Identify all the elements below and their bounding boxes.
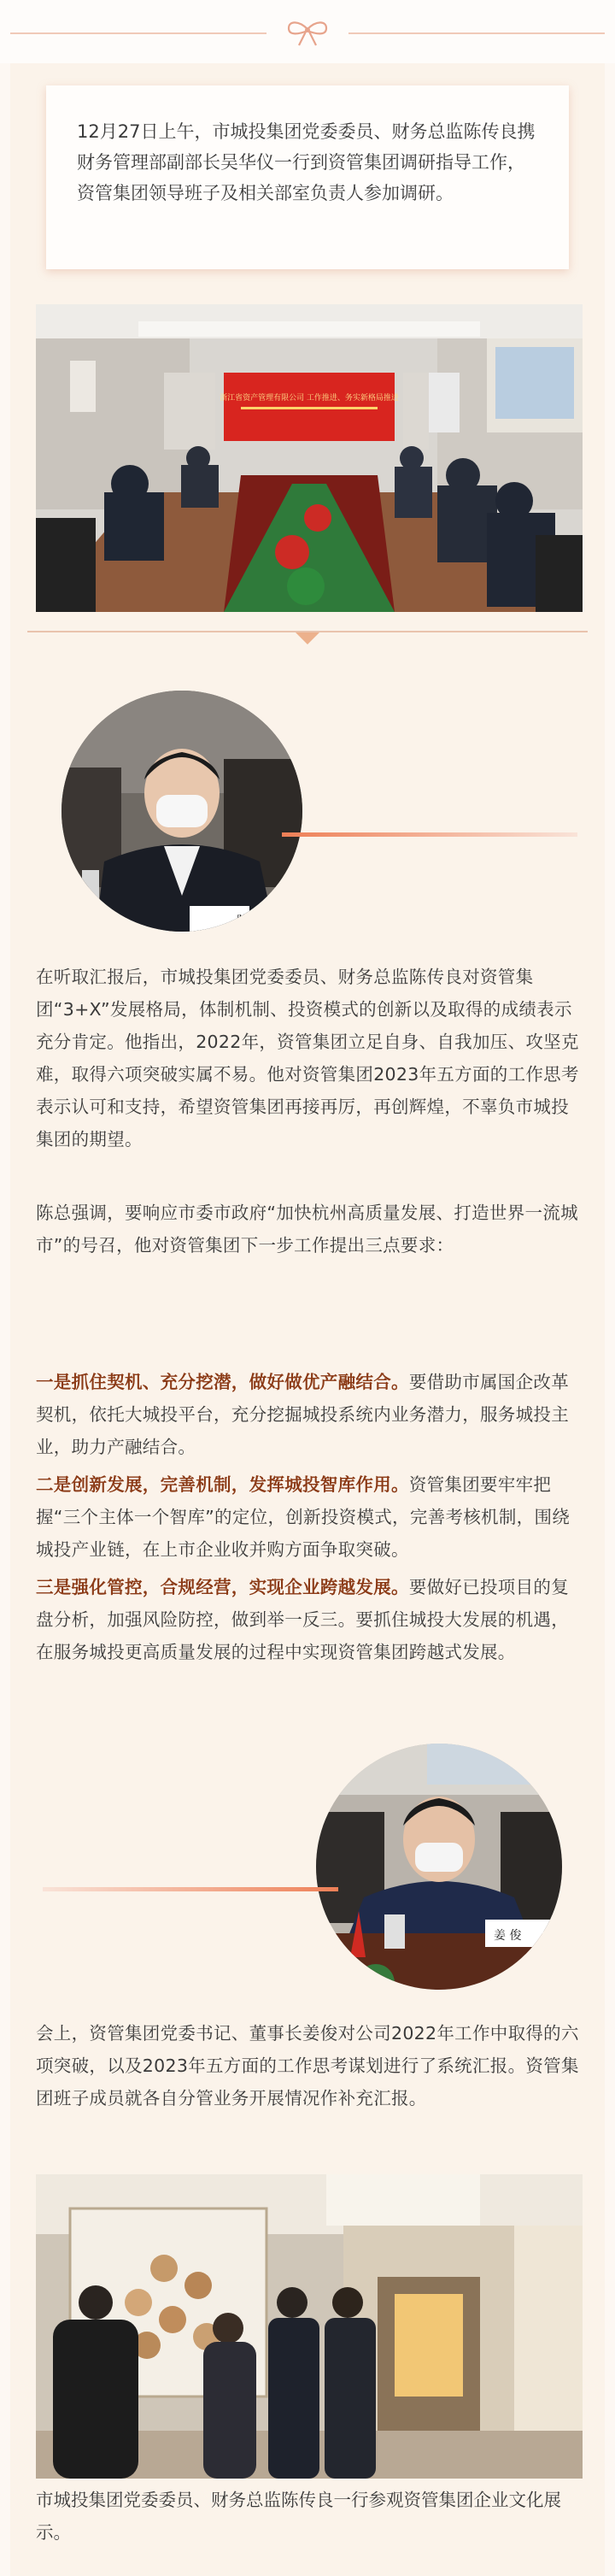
- paragraph-2: 陈总强调，要响应市委市政府“加快杭州高质量发展、打造世界一流城市”的号召，他对资管集团下一步工作提出三点要求：: [36, 1203, 578, 1256]
- meeting-photo: [36, 304, 583, 612]
- portrait-chen: [62, 691, 302, 932]
- paragraph-3-body: 要借助市属国企改革契机，依托大城投平台，充分挖掘城投系统内业务潜力，服务城投主业，助力产融结合。: [36, 1372, 570, 1457]
- paragraph-5-lead: 三是强化管控，合规经营，实现企业跨越发展。: [36, 1577, 409, 1597]
- paragraph-4: [36, 1468, 579, 1566]
- paragraph-1: 在听取汇报后，市城投集团党委委员、财务总监陈传良对资管集团“3+X”发展格局，体制机制、投资模式的创新以及取得的成绩表示充分肯定。他指出，2022年，资管集团立足自身、自我加压、攻坚克难，取得六项突破实属不易。他对资管集团2023年五方面的工作思考表示认可和支持，希望资管集团再接再厉，再创辉煌，不辜负市城投集团的期望。: [36, 967, 579, 1150]
- bow-ribbon-icon: [285, 17, 330, 48]
- paragraph-5: [36, 1571, 579, 1668]
- paragraph-3: [36, 1366, 579, 1463]
- accent-gradient-bar-2: [43, 1887, 338, 1891]
- paragraph-4-body: 资管集团要牢牢把握“三个主体一个智库”的定位，创新投资模式，完善考核机制，围绕城投产业链，在上市企业收并购方面争取突破。: [36, 1474, 571, 1560]
- photo-caption: 市城投集团党委委员、财务总监陈传良一行参观资管集团企业文化展示。: [36, 2490, 561, 2543]
- meeting-banner-text: 浙江省资产管理有限公司 工作推进、务实新格局推进: [220, 394, 399, 403]
- intro-card: [46, 85, 569, 269]
- paragraph-5-body: 要做好已投项目的复盘分析，加强风险防控，做到举一反三。要抓住城投大发展的机遇，在服务城投更高质量发展的过程中实现资管集团跨越式发展。: [36, 1577, 570, 1662]
- divider-line-right: [348, 32, 605, 34]
- exhibit-photo: [36, 2174, 583, 2479]
- divider-line-left: [10, 32, 266, 34]
- portrait-jiang: [316, 1744, 562, 1990]
- section-divider-arrow-icon: [296, 632, 319, 644]
- paragraph-4-lead: 二是创新发展，完善机制，发挥城投智库作用。: [36, 1474, 409, 1495]
- paragraph-3-lead: 一是抓住契机、充分挖潜，做好做优产融结合。: [36, 1372, 409, 1392]
- paragraph-6: 会上，资管集团党委书记、董事长姜俊对公司2022年工作中取得的六项突破，以及2023年五方面的工作思考谋划进行了系统汇报。资管集团班子成员就各自分管业务开展情况作补充汇报。: [36, 2023, 579, 2108]
- intro-text: 12月27日上午，市城投集团党委委员、财务总监陈传良携财务管理部副部长吴华仪一行到资管集团调研指导工作，资管集团领导班子及相关部室负责人参加调研。: [77, 121, 536, 203]
- accent-gradient-bar: [282, 832, 577, 837]
- nameplate-jiang: 姜 俊: [494, 1929, 522, 1943]
